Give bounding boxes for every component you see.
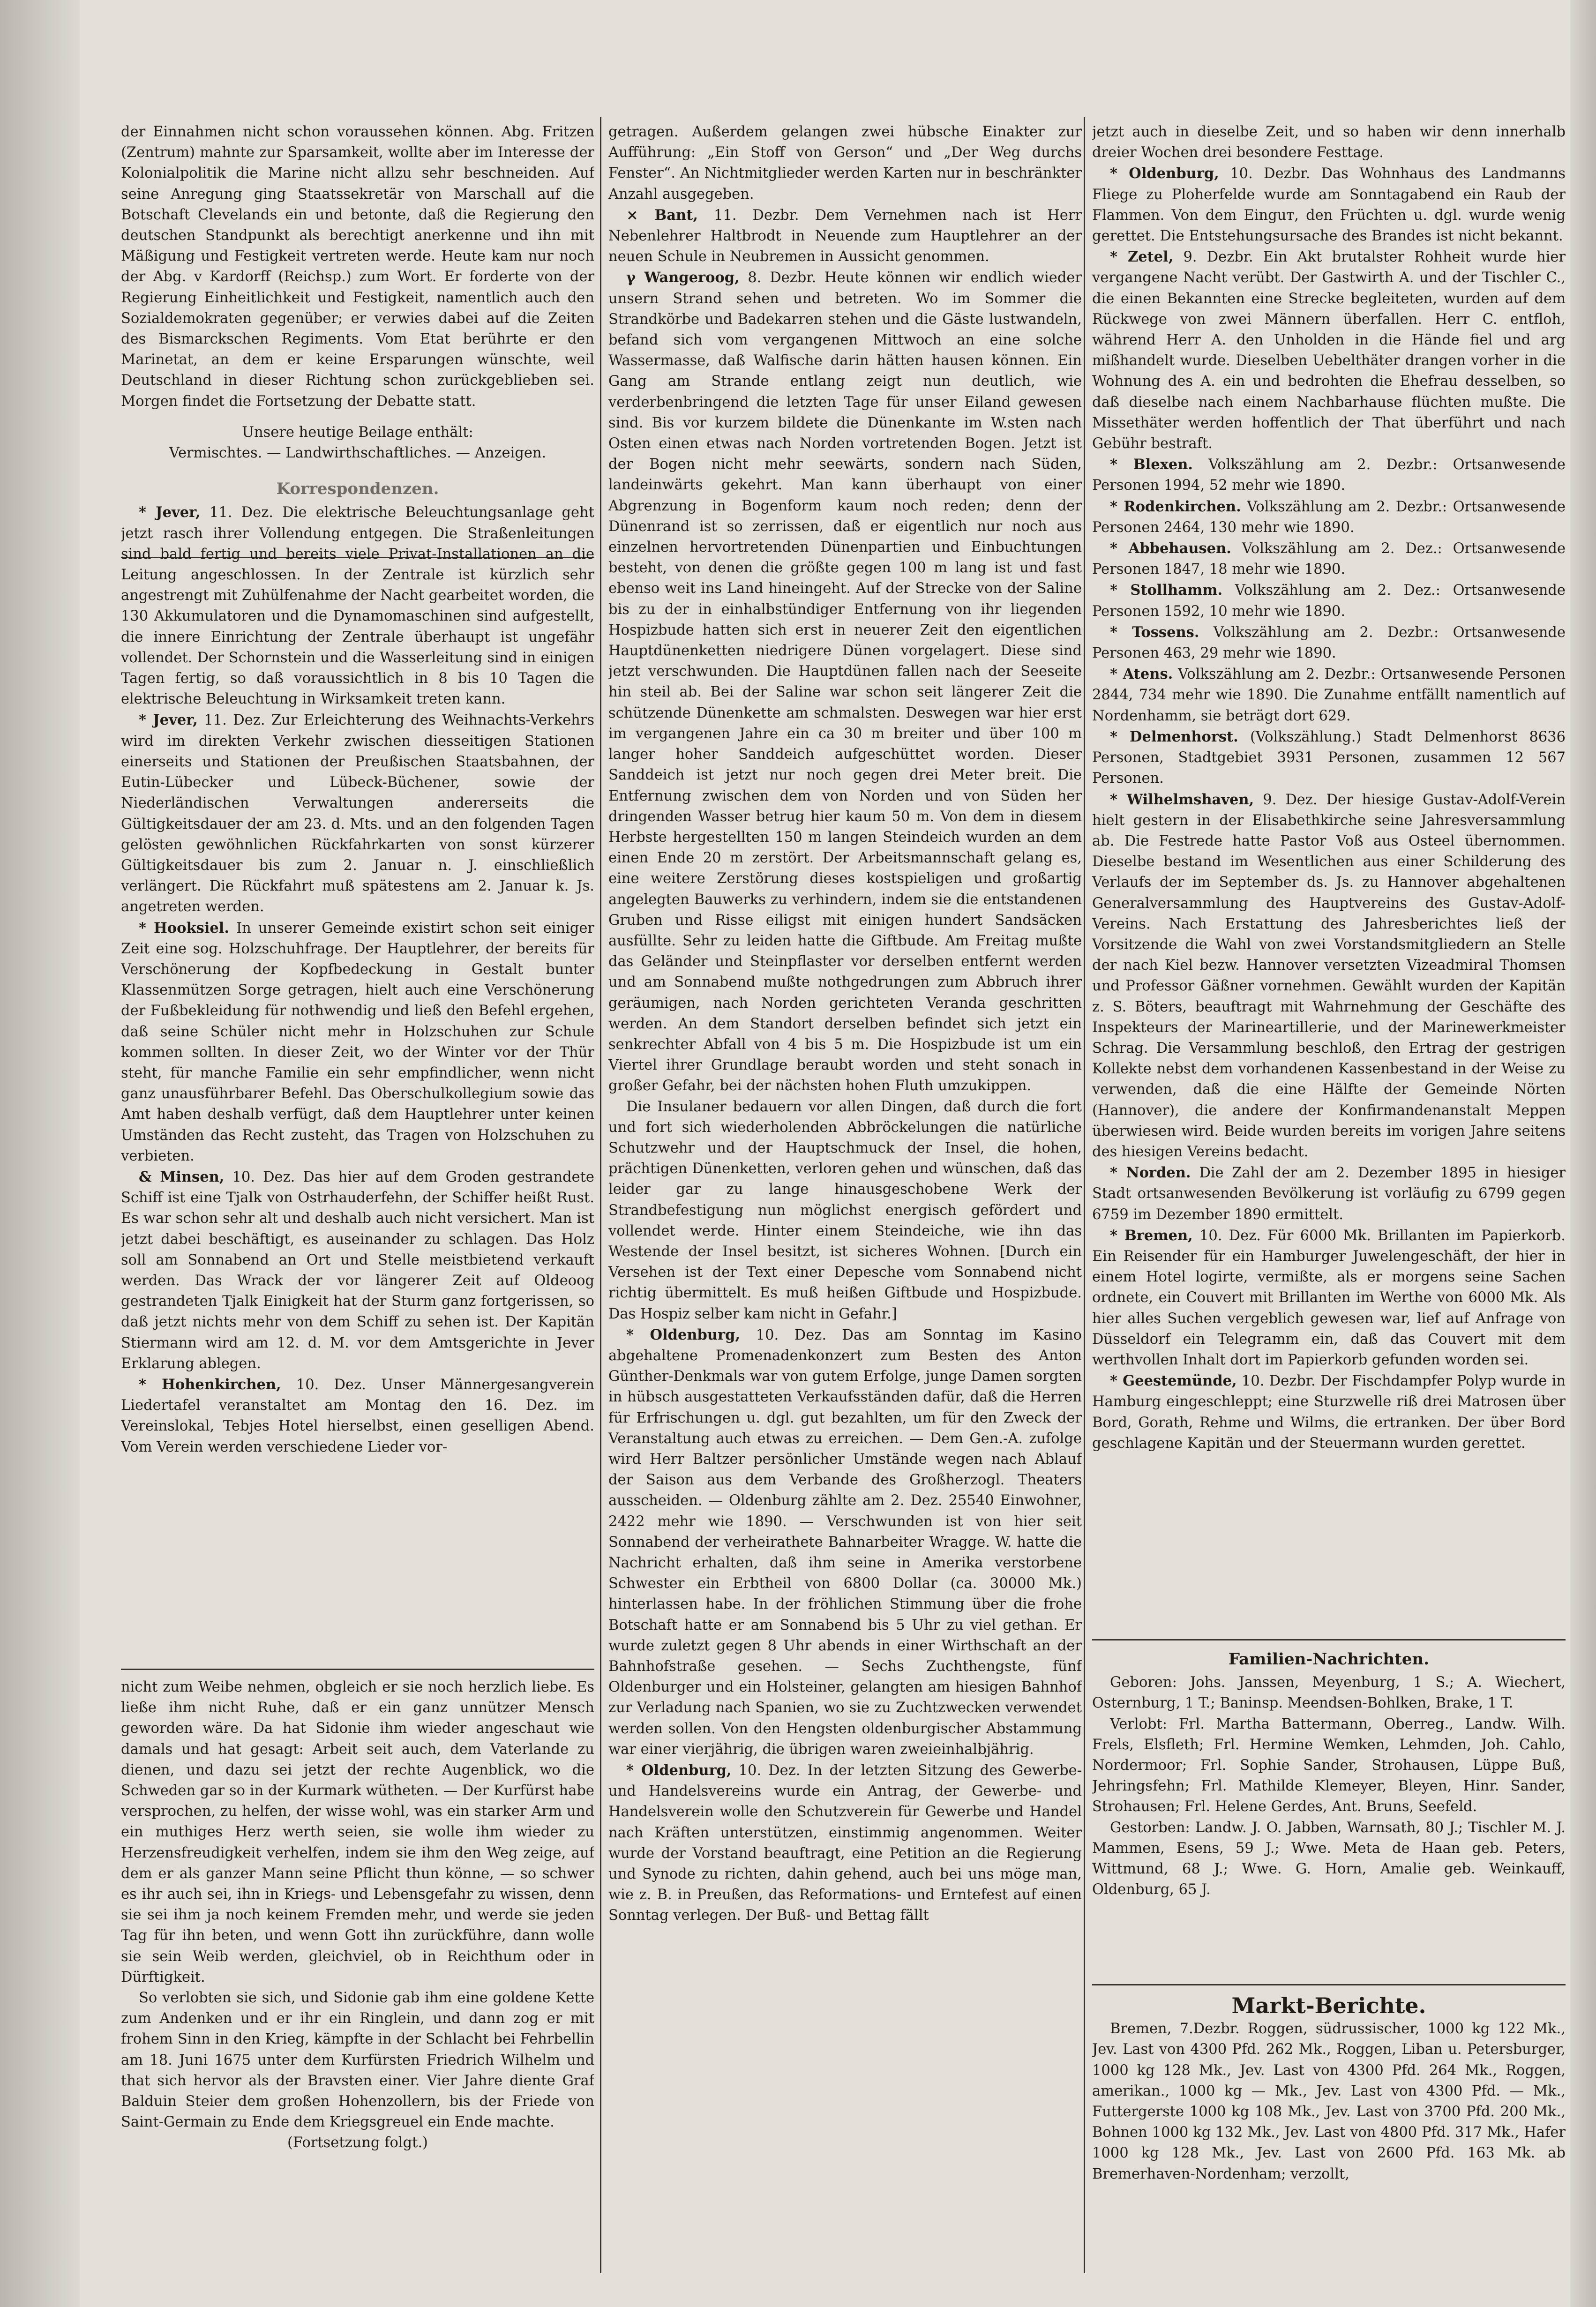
item-text: 10. Dez. Unser Männergesangverein Liedertafel veranstaltet am Montag den 16. Dez. im Vereinslokal, Tebjes Hotel hierselbst, einen geselligen Abend. Vom Verein werden verschiedene Lieder vor-: [121, 1376, 594, 1455]
feuilleton-paragraph: So verlobten sie sich, und Sidonie gab ihm eine goldene Kette zum Andenken und er ihr ein Ringlein, und dann zog er mit frohem Sinn in den Krieg, kämpfte in der Schlacht bei Fehrbellin am 18. Juni 1675 unter dem Kurfürsten Friedrich Wilhelm und that sich hervor als der Bravsten einer. Vier Jahre diente Graf Balduin Steier dem großen Hohenzollern, bis der Friede von Saint-Germain zu Ende dem Kriegsgreuel ein Ende machte.: [121, 1990, 594, 2131]
item-text: 10. Dez. In der letzten Sitzung des Gewerbe- und Handelsvereins wurde ein Antrag, der Gewerbe- und Handelsverein wolle den Schutzverein für Gewerbe und Handel nach Kräften unterstützen, einstimmig angenommen. Weiter wurde der Vorstand beauftragt, eine Petition an die Regierung und Synode zu richten, dahin gehend, auch bei uns möge man, wie z. B. in Preußen, das Reformations- und Erntefest auf einen Sonntag verlegen. Der Buß- und Bettag fällt: [608, 1762, 1082, 1924]
family-section: [1092, 1644, 1566, 1900]
page-edge-right: [1570, 0, 1596, 2307]
item-text: 8. Dezbr. Heute können wir endlich wieder unsern Strand sehen und betreten. Wo im Sommer die Strandkörbe und Badekarren stehen und die Gäste lustwandeln, befand sich vom vergangenen Mittwoch an eine solche Wassermasse, daß Walfische darin hätten hausen können. Ein Gang am Strande entlang zeigt nun deutlich, wie verderbenbringend die letzten Tage für unser Eiland gewesen sind. Bis vor kurzem bildete die Dünenkante im W.sten nach Osten einen etwas nach Norden vortretenden Bogen. Jetzt ist der Bogen nicht mehr seewärts, sondern nach Süden, landeinwärts gekehrt. Man kann überhaupt von einer Abgrenzung in Bogenform kaum noch reden; denn der Dünenrand ist so zerrissen, daß er eigentlich nur noch aus einzelnen hervortretenden Dünenpartien und Einbuchtungen besteht, von denen die größte gegen 100 m lang ist und fast ebenso weit ins Land hineingeht. Auf der Strecke von der Saline bis zu der in einhalbstündiger Entfernung von ihr liegenden Hospizbude hatten sich erst in neuerer Zeit den eigentlichen Hauptdünenketten niedrigere Dünen vorgelagert. Diese sind jetzt verschwunden. Die Hauptdünen fallen nach der Seeseite hin steil ab. Bei der Saline war schon seit längerer Zeit die schützende Dünenkette am schmalsten. Deswegen war hier erst im vergangenen Jahre ein ca 30 m breiter und über 100 m langer hoher Sanddeich aufgeschüttet worden. Dieser Sanddeich ist jetzt nur noch gegen drei Meter breit. Die Entfernung zwischen dem von Norden und von Süden her dringenden Wasser betrug hier kaum 50 m. Von dem in diesem Herbste hergestellten 150 m langen Steindeich wurden an dem einen Ende 20 m zerstört. Der Arbeitsmannschaft gelang es, eine weitere Zerstörung dieses kostspieligen und großartig angelegten Bauwerks zu verhindern, indem sie die entstandenen Gruben und Risse eiligst mit einigen hundert Sandsäcken ausfüllte. Sehr zu leiden hatte die Giftbude. Am Freitag mußte das Geländer und Steinpflaster vor derselben entfernt werden und am Sonnabend mußte nothgedrungen zum Abbruch ihrer geräumigen, nach Norden gerichteten Veranda geschritten werden. An dem Standort derselben befindet sich jetzt ein senkrechter Abfall von 4 bis 5 m. Die Hospizbude ist um ein Viertel ihrer Grundlage beraubt worden und steht sonach in großer Gefahr, bei der nächsten hohen Fluth umzukippen.: [608, 270, 1082, 1094]
news-item: [1092, 789, 1566, 1163]
news-item: [1092, 1162, 1566, 1225]
news-item: [1092, 247, 1566, 454]
dateline: γ Wangeroog,: [626, 269, 740, 286]
dateline: * Hooksiel.: [139, 919, 229, 936]
item-text: 10. Dezbr. Das Wohnhaus des Landmanns Fliege zu Ploherfelde wurde am Sonntagabend ein Raub der Flammen. Von dem Einguт, den Früchten u. dgl. wurde wenig gerettet. Die Entstehungsursache des Brandes ist nicht bekannt.: [1092, 165, 1566, 245]
continued-note: (Fortsetzung folgt.): [287, 2135, 428, 2151]
news-items: [608, 205, 1082, 1926]
page-shadow-left: [0, 0, 80, 2307]
item-text: 9. Dez. Der hiesige Gustav-Adolf-Verein hielt gestern in der Elisabethkirche seine Jahresversammlung ab. Die Festrede hatte Pastor Voß aus Osteel übernommen. Dieselbe bestand im Wesentlichen aus einer Schilderung des Verlaufs der im September ds. Js. zu Hannover abgehaltenen Generalversammlung des Hauptvereins des Gustav-Adolf-Vereins. Nach Erstattung des Jahresberichtes ließ der Vorsitzende die Wahl von zwei Vorstandsmitgliedern an Stelle der nach Kiel bezw. Hannover versetzten Vizeadmiral Thomsen und Professor Gäßner vornehmen. Gewählt wurden der Kapitän z. S. Böters, beauftragt mit Wahrnehmung der Geschäfte des Inspekteurs der Marineartillerie, und der Marinewerkmeister Schrag. Die Versammlung beschloß, den Ertrag der gestrigen Kollekte nebst dem vorhandenen Kassenbestand in der Weise zu verwenden, daß die eine Hälfte der Gemeinde Nörten (Hannover), die andere der Konfirmandenanstalt Meppen überwiesen wird. Beide wurden bereits im vorigen Jahre seitens des hiesigen Vereins bedacht.: [1092, 791, 1566, 1160]
family-heading: Familien-Nachrichten.: [1228, 1650, 1430, 1669]
news-item: [1092, 664, 1566, 727]
item-text: In unserer Gemeinde existirt schon seit einiger Zeit eine sog. Holzschuhfrage. Der Hauptlehrer, der bereits für Verschönerung der Kopfbedeckung in Gestalt bunter Klassenmützen Sorge getragen, hielt auch eine Verschönerung der Fußbekleidung für nothwendig und ließ den Befehl ergehen, daß seine Schüler nicht mehr in Holzschuhen zur Schule kommen sollten. In dieser Zeit, wo der Winter vor der Thür steht, für manche Familie ein sehr empfindlicher, wenn nicht ganz unausführbarer Befehl. Das Oberschulkollegium sowie das Amt haben deshalb verfügt, daß dem Hauptlehrer unter keinen Umständen das Recht zusteht, das Tragen von Holzschuhen zu verbieten.: [121, 920, 594, 1164]
column-left: [121, 122, 594, 2269]
dateline: * Rodenkirchen.: [1110, 498, 1241, 515]
item-text: Volkszählung am 2. Dez.: Ortsanwesende Personen 1592, 10 mehr wie 1890.: [1092, 582, 1566, 620]
column-rule: [600, 117, 601, 2273]
family-entry: Gestorben: Landw. J. O. Jabben, Warnsath, 80 J.; Tischler M. J. Mammen, Esens, 59 J.; Wwe. Meta de Haan geb. Peters, Wittmund, 68 J.; Wwe. G. Horn, Amalie geb. Weinkauff, Oldenburg, 65 J.: [1092, 1819, 1566, 1898]
article-text: der Einnahmen nicht schon voraussehen können. Abg. Fritzen (Zentrum) mahnte zur Sparsamkeit, wollte aber im Interesse der Kolonialpolitik die Marine nicht allzu sehr beschneiden. Auf seine Anregung ging Staatssekretär von Marschall auf die Botschaft Clevelands ein und betonte, daß die Regierung den deutschen Standpunkt als berechtigt anerkenne und ihn mit Mäßigung und Festigkeit vertreten werde. Heute kam nur noch der Abg. v Kardorff (Reichsp.) zum Wort. Er forderte von der Regierung Einheitlichkeit und Festigkeit, namentlich auch den Sozialdemokraten gegenüber; er verwies dabei auf die Zeiten des Bismarckschen Regiments. Vom Etat berührte er den Marinetat, an dem er keine Ersparungen wünschte, weil Deutschland in dieser Richtung schon zurückgeblieben sei. Morgen findet die Fortsetzung der Debatte statt.: [121, 124, 594, 410]
news-item: [1092, 622, 1566, 664]
dateline: × Bant,: [626, 206, 698, 224]
section-heading: Korrespondenzen.: [276, 479, 439, 499]
item-text: 11. Dezbr. Dem Vernehmen nach ist Herr Nebenlehrer Haltbrodt in Neuende zum Hauptlehrer an der neuen Schule in Neubremen in Aussicht genommen.: [608, 207, 1082, 265]
news-item: [608, 1760, 1082, 1926]
dateline: * Oldenburg,: [1110, 165, 1219, 182]
item-text: Volkszählung am 2. Dezbr.: Ortsanwesende Personen 1994, 52 mehr wie 1890.: [1092, 457, 1566, 494]
item-text: Die Zahl der am 2. Dezember 1895 in hiesiger Stadt ortsanwesenden Bevölkerung ist vorläufig zu 6799 gegen 6759 im Dezember 1890 ermittelt.: [1092, 1165, 1566, 1223]
dateline: * Geestemünde,: [1110, 1372, 1237, 1390]
news-item: [608, 1325, 1082, 1760]
market-report: Bremen, 7.Dezbr. Roggen, südrussischer, 1000 kg 122 Mk., Jev. Last von 4300 Pfd. 262 Mk., Roggen, Liban u. Petersburger, 1000 kg 128 Mk., Jev. Last von 4300 Pfd. 264 Mk., Roggen, amerikan., 1000 kg — Mk., Jev. Last von 4300 Pfd. — Mk., Futtergerste 1000 kg 108 Mk., Jev. Last von 3700 Pfd. 200 Mk., Bohnen 1000 kg 132 Mk., Jev. Last von 4800 Pfd. 317 Mk., Hafer 1000 kg 128 Mk., Jev. Last von 2600 Pfd. 163 Mk. ab Bremerhaven-Nordenham; verzollt,: [1092, 2021, 1566, 2182]
dateline: * Oldenburg,: [626, 1762, 732, 1779]
column-middle: [608, 122, 1082, 2278]
news-item: [1092, 1225, 1566, 1371]
item-text: 10. Dezbr. Der Fischdampfer Polyp wurde in Hamburg eingeschleppt; eine Sturzwelle riß drei Matrosen über Bord, Gorath, Rehme und Wilms, die ertranken. Der über Bord geschlagene Kapitän und der Steuermann wurden gerettet.: [1092, 1373, 1566, 1452]
dateline: * Wilhelmshaven,: [1110, 791, 1254, 808]
news-item: [1092, 580, 1566, 622]
item-text: Volkszählung am 2. Dez.: Ortsanwesende Personen 1847, 18 mehr wie 1890.: [1092, 540, 1566, 578]
dateline: * Jever,: [139, 712, 198, 729]
news-item: [121, 502, 594, 710]
dateline: * Norden.: [1110, 1164, 1191, 1182]
dateline: * Abbehausen.: [1110, 540, 1231, 557]
news-item: [608, 1097, 1082, 1325]
dateline: * Blexen.: [1110, 456, 1193, 473]
dateline: * Jever,: [139, 504, 201, 521]
dateline: * Stollhamm.: [1110, 582, 1223, 599]
family-entry: Verlobt: Frl. Martha Battermann, Oberreg., Landw. Wilh. Frels, Elsfleth; Frl. Hermine Wemken, Lehmden, Joh. Cahlo, Nordermoor; Frl. Sophie Sander, Strohausen, Lüppe Buß, Jehringsfehn; Frl. Mathilde Klemeyer, Bleyen, Hinr. Sander, Strohausen; Frl. Helene Gerdes, Ant. Bruns, Seefeld.: [1092, 1715, 1566, 1815]
item-text: 9. Dezbr. Ein Akt brutalster Rohheit wurde hier vergangene Nacht verübt. Der Gastwirth A. und der Tischler C., die einen Bekannten eine Strecke begleiteten, wurden auf dem Rückwege von zwei Männern überfallen. Herr C. entfloh, während Herr A. den Unholden in die Hände fiel und arg mißhandelt wurde. Dieselben Uebelthäter drangen vorher in die Wohnung des A. ein und bedrohten die Ehefrau desselben, so daß dieselbe nach einem Nachbarhause flüchten mußte. Die Missethäter werden hoffentlich der That überführt und nach Gebühr bestraft.: [1092, 249, 1566, 452]
item-text: 11. Dez. Zur Erleichterung des Weihnachts-Verkehrs wird im direkten Verkehr zwischen diesseitigen Stationen einerseits und Stationen der Preußischen Staatsbahnen, der Eutin-Lübecker und Lübeck-Büchener, sowie der Niederländischen Verwaltungen andererseits die Gültigkeitsdauer der am 23. d. Mts. und an den folgenden Tagen gelösten gewöhnlichen Rückfahrkarten von sonst kürzerer Gültigkeitsdauer bis zum 2. Januar n. J. einschließlich verlängert. Die Rückfahrt muß spätestens am 2. Januar k. Js. angetreten werden.: [121, 712, 594, 915]
news-item: [1092, 496, 1566, 538]
news-item: [1092, 538, 1566, 580]
market-heading: Markt-Berichte.: [1231, 1993, 1426, 2018]
dateline: * Tossens.: [1110, 623, 1199, 641]
dateline: * Zetel,: [1110, 248, 1174, 266]
item-text: 10. Dez. Das hier auf dem Groden gestrandete Schiff ist eine Tjalk von Ostrhauderfehn, der Schiffer heißt Rust. Es war schon sehr alt und deshalb auch nicht versichert. Man ist jetzt dabei beschäftigt, es auseinander zu schlagen. Das Holz soll am Sonnabend an Ort und Stelle meistbietend verkauft werden. Das Wrack der vor längerer Zeit auf Oldeoog gestrandeten Tjalk Einigkeit hat der Sturm ganz fortgerissen, so daß jetzt nichts mehr von dem Schiff zu sehen ist. Der Kapitän Stiermann wird am 12. d. M. vor dem Amtsgerichte in Jever Erklarung ablegen.: [121, 1168, 594, 1372]
news-item: [608, 267, 1082, 1096]
feuilleton: [121, 1677, 594, 2154]
item-text: Volkszählung am 2. Dezbr.: Ortsanwesende Personen 2844, 734 mehr wie 1890. Die Zunahme entfällt namentlich auf Nordenhamm, sie beträgt dort 629.: [1092, 666, 1566, 724]
item-text: (Volkszählung.) Stadt Delmenhorst 8636 Personen, Stadtgebiet 3931 Personen, zusammen 12 567 Personen.: [1092, 728, 1566, 787]
dateline: * Oldenburg,: [626, 1326, 741, 1343]
feuilleton-paragraph: nicht zum Weibe nehmen, obgleich er sie noch herzlich liebe. Es ließe ihm nicht Ruhe, daß er ein ganz unnützer Mensch geworden wäre. Da hat Sidonie ihm wieder angeschaut wie damals und hat gesagt: Arbeit seit auch, dem Vaterlande zu dienen, und dazu sei jetzt der rechte Augenblick, wo die Schweden gar so in der Kurmark wütheten. — Der Kurfürst habe versprochen, zu helfen, der wisse wohl, was ein starker Arm und ein muthiges Herz werth seien, sie wolle ihm wieder zu Herzensfreudigkeit verhelfen, indem sie ihm den Weg zeige, auf dem er als ganzer Mann seine Pflicht thun könne, — so schwer es ihr auch sei, ihn in Kriegs- und Lebensgefahr zu wissen, denn sie sei ihm ja noch keinem Fremden mehr, und werde sie jeden Tag für ihn beten, und wenn Gott ihn zurückführe, dann wolle sie sein Weib werden, gleichviel, ob in Reichthum oder in Dürftigkeit.: [121, 1679, 594, 1985]
article-text: getragen. Außerdem gelangen zwei hübsche Einakter zur Aufführung: „Ein Stoff von Gerson“ und „Der Weg durchs Fenster“. An Nichtmitglieder werden Karten nur in beschränkter Anzahl ausgegeben.: [608, 124, 1082, 202]
article-text: jetzt auch in dieselbe Zeit, und so haben wir denn innerhalb dreier Wochen drei besondere Festtage.: [1092, 124, 1566, 161]
dateline: * Atens.: [1110, 666, 1173, 683]
item-text: Volkszählung am 2. Dezbr.: Ortsanwesende Personen 2464, 130 mehr wie 1890.: [1092, 498, 1566, 536]
item-text: Die Insulaner bedauern vor allen Dingen, daß durch die fort und fort sich wiederholenden Abbröckelungen die natürliche Schutzwehr und der Hauptschmuck der Insel, die hohen, prächtigen Dünenketten, verloren gehen und wünschen, daß das leider gar zu lange hinausgeschobene Werk der Strandbefestigung nun möglichst energisch gefördert und vollendet werde. Hinter einem Steindeiche, wie ihn das Westende der Insel besitzt, ist sicheres Wohnen. [Durch ein Versehen ist der Text einer Depesche vom Sonnabend nicht richtig übermittelt. Es muß heißen Giftbude und Hospizbude. Das Hospiz selber kam nicht in Gefahr.]: [608, 1098, 1082, 1322]
news-items: [121, 502, 594, 1457]
dateline: * Hohenkirchen,: [139, 1376, 281, 1393]
dateline: * Bremen,: [1110, 1227, 1193, 1244]
family-entry: Geboren: Johs. Janssen, Meyenburg, 1 S.; A. Wiechert, Osternburg, 1 T.; Baninsp. Meendsen-Bohlken, Brake, 1 T.: [1092, 1674, 1566, 1712]
news-item: [1092, 454, 1566, 496]
news-item: [121, 918, 594, 1167]
news-item: [121, 1167, 594, 1374]
beilage-items: Vermischtes. — Landwirthschaftliches. — Anzeigen.: [169, 445, 547, 462]
market-section: [1092, 1990, 1566, 2185]
beilage-title: Unsere heutige Beilage enthält:: [242, 424, 473, 441]
news-item: [121, 1374, 594, 1458]
news-items: [1092, 163, 1566, 1454]
item-text: 10. Dez. Für 6000 Mk. Brillanten im Papierkorb. Ein Reisender für ein Hamburger Juwelengeschäft, der hier in einem Hotel logirte, vermißte, als er morgens seine Sachen ordnete, ein Couvert mit Brillanten im Werthe von 6000 Mk. Als hier alles Suchen vergeblich gewesen war, lief auf Anfrage von Düsseldorf ein Telegramm ein, daß das Couvert mit dem werthvollen Inhalt dort im Papierkorb gefunden worden sei.: [1092, 1227, 1566, 1368]
column-rule: [1084, 117, 1085, 2273]
news-item: [1092, 727, 1566, 789]
news-item: [1092, 163, 1566, 247]
news-item: [121, 710, 594, 917]
dateline: * Delmenhorst.: [1110, 728, 1238, 745]
news-item: [608, 205, 1082, 268]
item-text: 10. Dez. Das am Sonntag im Kasino abgehaltene Promenadenkonzert zum Besten des Anton Günther-Denkmals war von gutem Erfolge, junge Damen sorgten in hübsch ausgestatteten Verkaufsständen dafür, daß die Herren für Erfrischungen u. dgl. gut bezahlten, um für den Zweck der Veranstaltung auch etwas zu erreichen. — Dem Gen.-A. zufolge wird Herr Baltzer persönlicher Umstände wegen nach Ablauf der Saison aus dem Verbande des Großherzogl. Theaters ausscheiden. — Oldenburg zählte am 2. Dez. 25540 Einwohner, 2422 mehr wie 1890. — Verschwunden ist von hier seit Sonnabend der verheirathete Bahnarbeiter Wragge. W. hatte die Nachricht erhalten, daß ihm seine in Amerika verstorbene Schwester ein Erbtheil von 6800 Dollar (ca. 30000 Mk.) hinterlassen habe. In der fröhlichen Stimmung über die frohe Botschaft hatte er am Sonnabend bis 5 Uhr zu viel gethan. Er wurde zuletzt gegen 8 Uhr abends in einer Wirthschaft an der Bahnhofstraße gesehen. — Sechs Zuchthengste, fünf Oldenburger und ein Holsteiner, gelangten am hiesigen Bahnhof zur Verladung nach Spanien, wo sie zu Zuchtzwecken verwendet werden sollen. Von den Hengsten oldenburgischer Abstammung war einer vierjährig, die übrigen waren zweieinhalbjährig.: [608, 1326, 1082, 1758]
item-text: Volkszählung am 2. Dezbr.: Ortsanwesende Personen 463, 29 mehr wie 1890.: [1092, 624, 1566, 662]
item-text: 11. Dez. Die elektrische Beleuchtungsanlage geht jetzt rasch ihrer Vollendung entgegen. Die Straßenleitungen sind bald fertig und bereits viele Privat-Installationen an die Leitung angeschlossen. In der Zentrale ist kürzlich sehr angestrengt mit Zuhülfenahme der Nacht gearbeitet worden, die 130 Akkumulatoren und die Dynamomaschinen sind aufgestellt, die innere Einrichtung der Zentrale überhaupt ist ungefähr vollendet. Der Schornstein und die Wasserleitung sind in einigen Tagen fertig, so daß voraussichtlich in 8 bis 10 Tagen die elektrische Beleuchtung in Wirksamkeit treten kann.: [121, 504, 594, 708]
news-item: [1092, 1371, 1566, 1454]
column-right: [1092, 122, 1566, 2278]
dateline: & Minsen,: [139, 1168, 225, 1185]
